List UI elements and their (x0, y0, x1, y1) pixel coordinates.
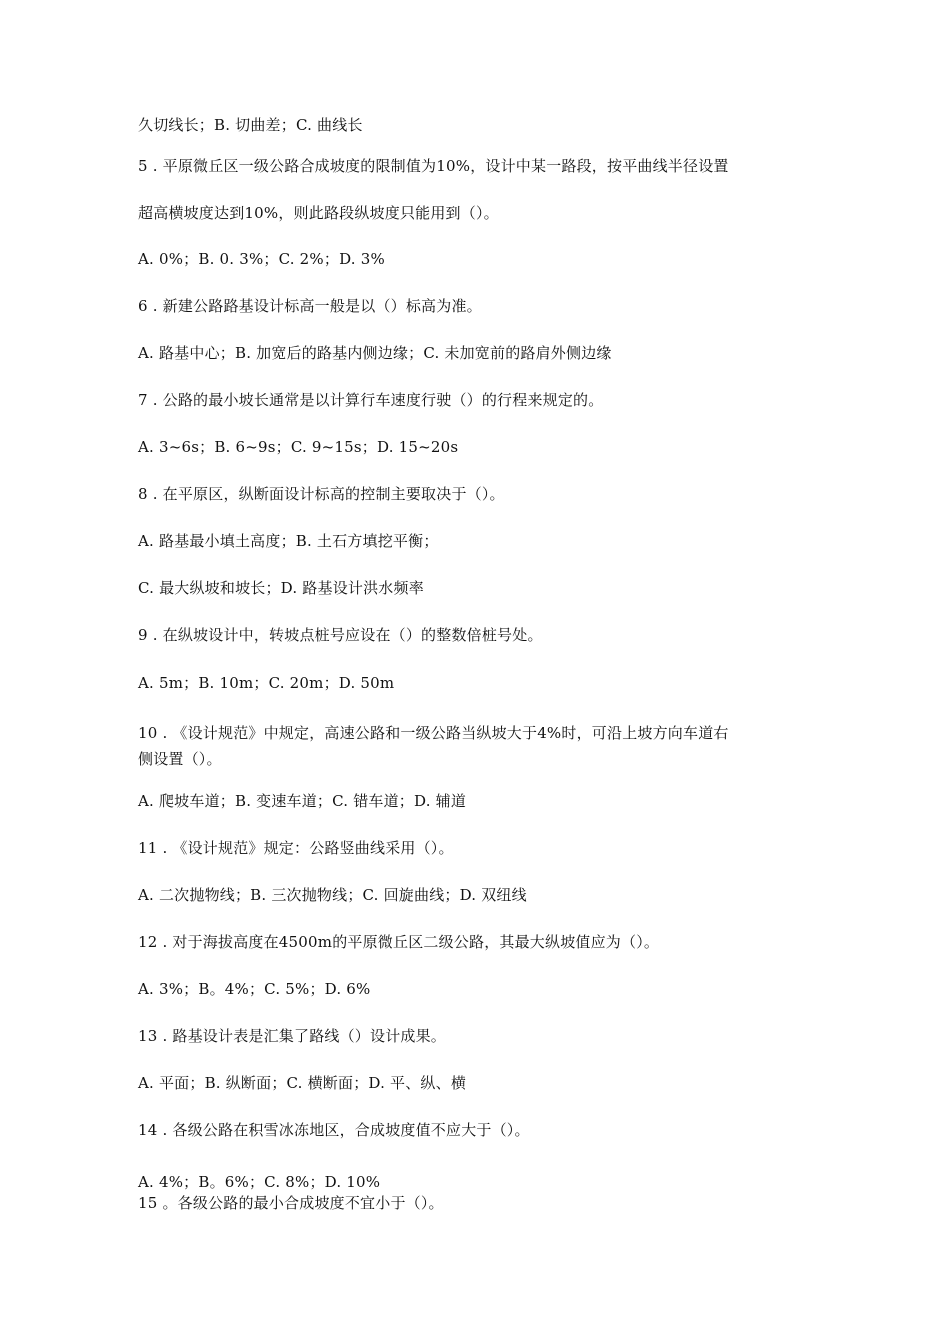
answer-options: A. 二次抛物线；B. 三次抛物线；C. 回旋曲线；D. 双纽线 (138, 886, 527, 904)
answer-options: C. 最大纵坡和坡长；D. 路基设计洪水频率 (138, 579, 424, 597)
text-line: 侧设置（）。 (138, 750, 222, 768)
answer-options: A. 路基最小填土高度；B. 土石方填挖平衡； (138, 532, 439, 550)
question-9: 9 . 在纵坡设计中，转坡点桩号应设在（）的整数倍桩号处。 (138, 626, 543, 644)
answer-options: A. 3~6s；B. 6~9s；C. 9~15s；D. 15~20s (138, 438, 459, 456)
answer-options: A. 路基中心；B. 加宽后的路基内侧边缘；C. 未加宽前的路肩外侧边缘 (138, 344, 612, 362)
answer-options: A. 5m；B. 10m；C. 20m；D. 50m (138, 674, 395, 692)
answer-options: A. 4%；B。6%；C. 8%；D. 10% (138, 1173, 381, 1191)
text-line: 久切线长；B. 切曲差；C. 曲线长 (138, 116, 363, 134)
answer-options: A. 3%；B。4%；C. 5%；D. 6% (138, 980, 371, 998)
answer-options: A. 0%；B. 0. 3%；C. 2%；D. 3% (138, 250, 385, 268)
question-11: 11 . 《设计规范》规定：公路竖曲线采用（）。 (138, 839, 454, 857)
question-13: 13 . 路基设计表是汇集了路线（）设计成果。 (138, 1027, 446, 1045)
answer-options: A. 爬坡车道；B. 变速车道；C. 错车道；D. 辅道 (138, 792, 467, 810)
question-8: 8 . 在平原区，纵断面设计标高的控制主要取决于（）。 (138, 485, 505, 503)
question-6: 6 . 新建公路路基设计标高一般是以（）标高为准。 (138, 297, 482, 315)
question-14: 14 . 各级公路在积雪冰冻地区，合成坡度值不应大于（）。 (138, 1121, 530, 1139)
question-7: 7 . 公路的最小坡长通常是以计算行车速度行驶（）的行程来规定的。 (138, 391, 604, 409)
text-line: 超高横坡度达到10%，则此路段纵坡度只能用到（）。 (138, 204, 499, 222)
question-10: 10 . 《设计规范》中规定，高速公路和一级公路当纵坡大于4%时，可沿上坡方向车道右 (138, 724, 729, 742)
question-15: 15 。各级公路的最小合成坡度不宜小于（）。 (138, 1194, 444, 1212)
question-12: 12 . 对于海拔高度在4500m的平原微丘区二级公路，其最大纵坡值应为（）。 (138, 933, 660, 951)
answer-options: A. 平面；B. 纵断面；C. 横断面；D. 平、纵、横 (138, 1074, 467, 1092)
question-5: 5 . 平原微丘区一级公路合成坡度的限制值为10%，设计中某一路段，按平曲线半径设置 (138, 157, 729, 175)
